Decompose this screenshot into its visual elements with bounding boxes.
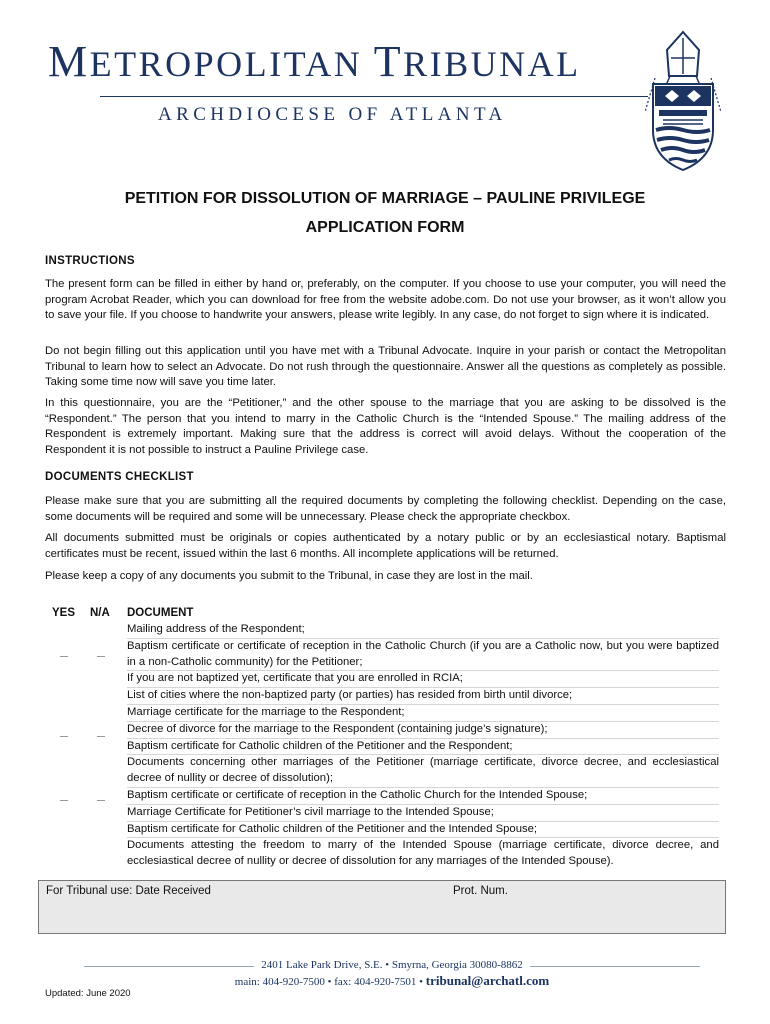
document-item: Baptism certificate for Catholic children of the Petitioner and the Respondent; bbox=[127, 739, 719, 756]
instructions-paragraph: Do not begin filling out this application until you have met with a Tribunal Advocate. Inquire in your parish or contact the Metropolitan Tribunal to learn how to select an Advocate. Do not rush through the questionnaire. Answer all the questions as completely as possible. Taking some time now will save you time later. bbox=[45, 345, 726, 389]
instructions-heading: INSTRUCTIONS bbox=[45, 255, 135, 267]
document-item: List of cities where the non-baptized party (or parties) has resided from birth until divorce; bbox=[127, 688, 719, 705]
checkbox-yes[interactable] bbox=[60, 656, 68, 657]
document-item: Marriage Certificate for Petitioner’s civil marriage to the Intended Spouse; bbox=[127, 805, 719, 822]
letterhead-title: METROPOLITAN TRIBUNAL bbox=[48, 37, 581, 86]
date-received-label: For Tribunal use: Date Received bbox=[46, 885, 211, 897]
diocesan-coat-of-arms-icon bbox=[641, 30, 725, 174]
document-item: Documents concerning other marriages of the Petitioner (marriage certificate, divorce decree, and ecclesiastical decree of nullity or decree of dissolution); bbox=[127, 755, 719, 788]
checkbox-na[interactable] bbox=[97, 656, 105, 657]
checkbox-na[interactable] bbox=[97, 800, 105, 801]
document-item: If you are not baptized yet, certificate that you are enrolled in RCIA; bbox=[127, 671, 719, 688]
document-item: Decree of divorce for the marriage to the Respondent (containing judge’s signature); bbox=[127, 722, 719, 739]
form-subtitle: APPLICATION FORM bbox=[305, 219, 465, 236]
form-title: PETITION FOR DISSOLUTION OF MARRIAGE – PAULINE PRIVILEGE bbox=[124, 190, 646, 207]
checklist-paragraph: Please make sure that you are submitting all the required documents by completing the following checklist. Depending on the case, some documents will be required and some will be unnecessary. Please check the appropriate checkbox. bbox=[45, 495, 726, 523]
footer-phones: main: 404-920-7500 • fax: 404-920-7501 • bbox=[234, 976, 426, 988]
document-item: Baptism certificate for Catholic children of the Petitioner and the Intended Spouse; bbox=[127, 822, 719, 839]
letterhead-subtitle: ARCHDIOCESE OF ATLANTA bbox=[158, 104, 507, 125]
checkbox-na[interactable] bbox=[97, 736, 105, 737]
footer-address: 2401 Lake Park Drive, S.E. • Smyrna, Georgia 30080-8862 bbox=[261, 959, 523, 971]
footer-contact bbox=[232, 973, 552, 989]
checklist-paragraph: All documents submitted must be originals or copies authenticated by a notary public or by an ecclesiastical notary. Baptismal certificates must be recent, issued within the last 6 months. All incomplete applications will be returned. bbox=[45, 532, 726, 560]
footer-email: tribunal@archatl.com bbox=[425, 973, 550, 988]
tribunal-use-box[interactable] bbox=[38, 880, 726, 934]
prot-num-label: Prot. Num. bbox=[453, 885, 508, 897]
checklist-paragraph: Please keep a copy of any documents you submit to the Tribunal, in case they are lost in the mail. bbox=[45, 570, 533, 582]
document-list bbox=[127, 622, 719, 870]
footer-divider-right bbox=[530, 966, 700, 967]
document-item: Documents attesting the freedom to marry of the Intended Spouse (marriage certificate, divorce decree, and ecclesiastical decree of nullity or decree of dissolution for any marriages of the Intended Spouse). bbox=[127, 839, 719, 868]
checklist-heading: DOCUMENTS CHECKLIST bbox=[45, 471, 194, 483]
updated-date: Updated: June 2020 bbox=[45, 988, 131, 999]
footer-divider-left bbox=[84, 966, 254, 967]
column-header-document: DOCUMENT bbox=[127, 607, 194, 619]
letterhead-divider bbox=[100, 96, 648, 97]
column-header-na: N/A bbox=[90, 607, 110, 619]
checkbox-yes[interactable] bbox=[60, 736, 68, 737]
instructions-paragraph: In this questionnaire, you are the “Petitioner,” and the other spouse to the marriage that you are asking to be dissolved is the “Respondent.” The person that you intend to marry in the Catholic Church is the “Intended Spouse.” The mailing address of the Respondent is extremely important. Making sure that the address is correct will avoid delays. Without the cooperation of the Respondent it is not possible to instruct a Pauline Privilege case. bbox=[45, 397, 726, 456]
column-header-yes: YES bbox=[52, 607, 76, 619]
document-item: Baptism certificate or certificate of reception in the Catholic Church for the Intended Spouse; bbox=[127, 788, 719, 805]
document-item: Marriage certificate for the marriage to the Respondent; bbox=[127, 705, 719, 722]
instructions-paragraph: The present form can be filled in either by hand or, preferably, on the computer. If you choose to use your computer, you will need the program Acrobat Reader, which you can download for free from the website adobe.com. Do not use your browser, as it won’t allow you to save your file. If you choose to handwrite your answers, please write legibly. In any case, do not forget to sign where it is indicated. bbox=[45, 278, 726, 322]
document-item: Baptism certificate or certificate of reception in the Catholic Church (if you are a Catholic now, but you were baptized in a non-Catholic community) for the Petitioner; bbox=[127, 639, 719, 672]
document-item: Mailing address of the Respondent; bbox=[127, 622, 719, 639]
checkbox-yes[interactable] bbox=[60, 800, 68, 801]
